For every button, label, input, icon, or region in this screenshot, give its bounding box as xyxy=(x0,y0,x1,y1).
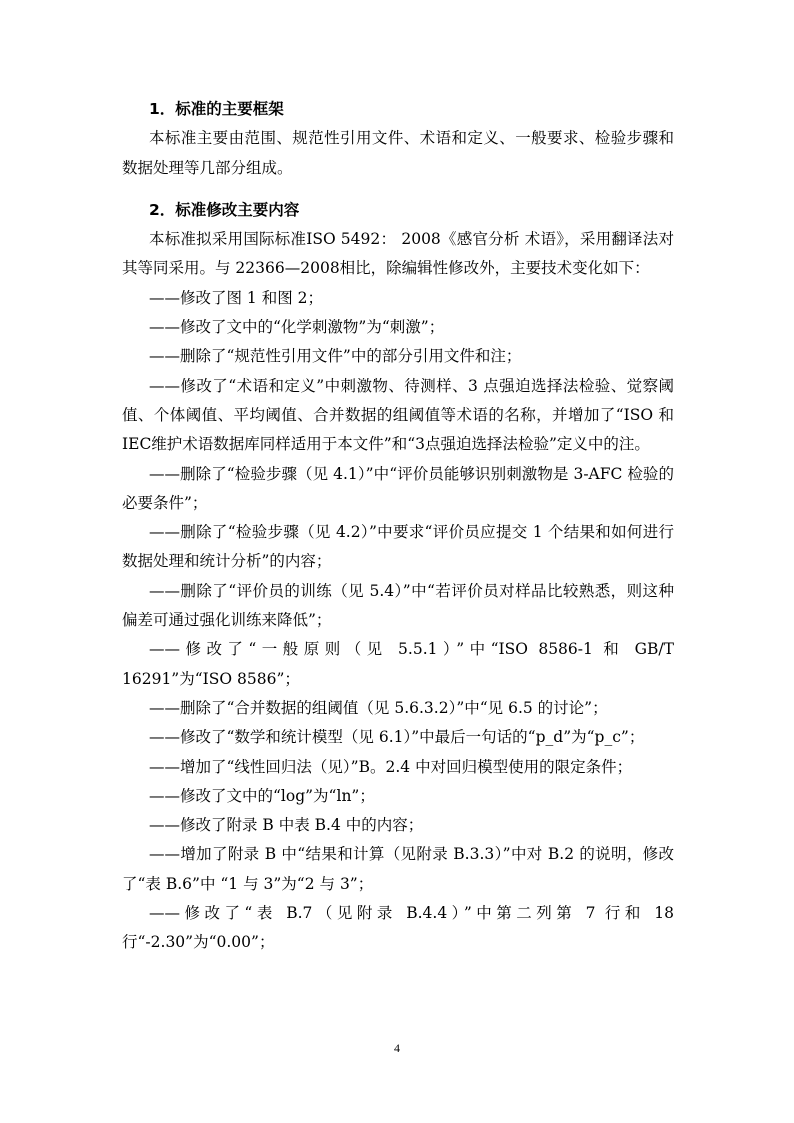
change-item: ——修改了附录 B 中表 B.4 中的内容； xyxy=(149,816,424,835)
change-item: ——修改了“一般原则（见 5.5.1）”中“ISO 8586-1 和 GB/T 16291”为“ISO 8586”； xyxy=(122,640,674,688)
section-gap xyxy=(122,183,674,196)
change-item: ——删除了“检验步骤（见 4.1）”中“评价员能够识别刺激物是 3-AFC 检验的必要条件”； xyxy=(122,464,674,512)
change-item: ——修改了图 1 和图 2； xyxy=(149,288,324,307)
paragraph: 本标准拟采用国际标准ISO 5492： 2008《感官分析 术语》，采用翻译法对其等同采用。与 22366—2008相比，除编辑性修改外，主要技术变化如下： xyxy=(122,230,674,278)
change-item: ——修改了文中的“化学刺激物”为“刺激”； xyxy=(149,318,445,337)
change-item: ——修改了“数学和统计模型（见 6.1）”中最后一句话的“p_d”为“p_c”； xyxy=(149,728,645,747)
change-item: ——增加了附录 B 中“结果和计算（见附录 B.3.3）”中对 B.2 的说明，修改了“表 B.6”中 “1 与 3”为“2 与 3”； xyxy=(122,845,674,893)
change-item: ——删除了“评价员的训练（见 5.4）”中“若评价员对样品比较熟悉，则这种偏差可通过强化训练来降低”； xyxy=(122,581,674,630)
change-item: ——删除了“合并数据的组阈值（见 5.6.3.2）”中“见 6.5 的讨论”； xyxy=(149,698,608,717)
document-body xyxy=(122,95,674,958)
change-item: ——删除了“检验步骤（见 4.2）”中要求“评价员应提交 1 个结果和如何进行数据处理和统计分析”的内容； xyxy=(122,523,674,571)
page-number: 4 xyxy=(394,1041,400,1055)
change-item: ——删除了“规范性引用文件”中的部分引用文件和注； xyxy=(149,347,522,366)
change-item: ——增加了“线性回归法（见）”B。2.4 中对回归模型使用的限定条件； xyxy=(149,757,633,776)
section-heading-changes: 2．标准修改主要内容 xyxy=(149,200,300,219)
section-heading-framework: 1．标准的主要框架 xyxy=(149,100,284,118)
change-item: ——修改了“术语和定义”中刺激物、待测样、3 点强迫选择法检验、觉察阈值、个体阈值、平均阈值、合并数据的组阈值等术语的名称，并增加了“ISO 和IEC维护术语数据库同样适用于本文件”和“3点强迫选择法检验”定义中的注。 xyxy=(122,376,674,454)
change-item: ——修改了文中的“log”为“ln”； xyxy=(149,786,375,805)
paragraph: 本标准主要由范围、规范性引用文件、术语和定义、一般要求、检验步骤和数据处理等几部分组成。 xyxy=(122,129,674,177)
change-item: ——修改了“表 B.7（见附录 B.4.4）”中第二列第 7 行和 18 行“-2.30”为“0.00”； xyxy=(122,904,674,952)
